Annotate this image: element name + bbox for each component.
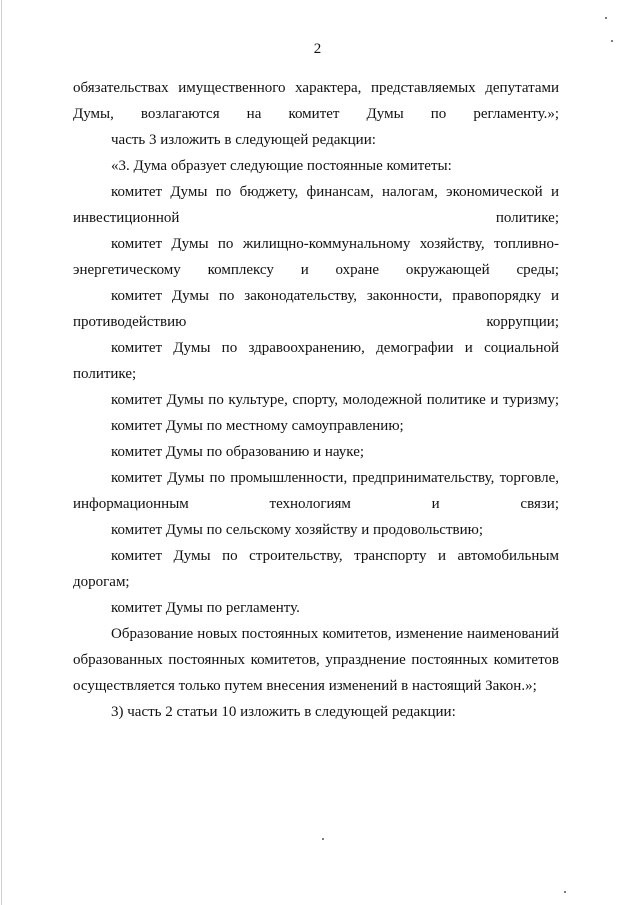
- list-item-committee: комитет Думы по бюджету, финансам, налогам, экономической и инвестиционной политике;: [73, 184, 559, 226]
- paragraph-committees-intro: «3. Дума образует следующие постоянные комитеты:: [111, 158, 452, 174]
- document-body: [73, 75, 559, 725]
- list-item-committee: комитет Думы по культуре, спорту, молодежной политике и туризму;: [111, 392, 559, 408]
- scan-speck: [605, 17, 607, 19]
- list-item-committee: комитет Думы по образованию и науке;: [111, 444, 365, 460]
- list-item-committee: комитет Думы по сельскому хозяйству и продовольствию;: [111, 522, 483, 538]
- paragraph-article-amendment: 3) часть 2 статьи 10 изложить в следующей редакции:: [111, 704, 456, 720]
- scan-edge: [1, 0, 2, 905]
- scan-speck: [322, 838, 324, 840]
- paragraph-amendment-intro: часть 3 изложить в следующей редакции:: [111, 132, 376, 148]
- paragraph-committee-changes: Образование новых постоянных комитетов, изменение наименований образованных постоянных комитетов, упразднение постоянных комитетов осуществляется только путем внесения изменений в настоящий Закон.»;: [73, 626, 560, 694]
- paragraph-continuation: обязательствах имущественного характера, представляемых депутатами Думы, возлагаются на комитет Думы по регламенту.»;: [73, 80, 559, 122]
- list-item-committee: комитет Думы по здравоохранению, демографии и социальной политике;: [73, 340, 559, 382]
- list-item-committee: комитет Думы по промышленности, предпринимательству, торговле, информационным технологиям и связи;: [73, 470, 559, 512]
- list-item-committee: комитет Думы по строительству, транспорту и автомобильным дорогам;: [73, 548, 559, 590]
- list-item-committee: комитет Думы по местному самоуправлению;: [111, 418, 404, 434]
- list-item-committee: комитет Думы по регламенту.: [111, 600, 300, 616]
- list-item-committee: комитет Думы по жилищно-коммунальному хозяйству, топливно- энергетическому комплексу и охране окружающей среды;: [73, 236, 559, 278]
- list-item-committee: комитет Думы по законодательству, законности, правопорядку и противодействию коррупции;: [73, 288, 559, 330]
- scan-speck: [564, 891, 566, 893]
- page-number: 2: [313, 41, 322, 57]
